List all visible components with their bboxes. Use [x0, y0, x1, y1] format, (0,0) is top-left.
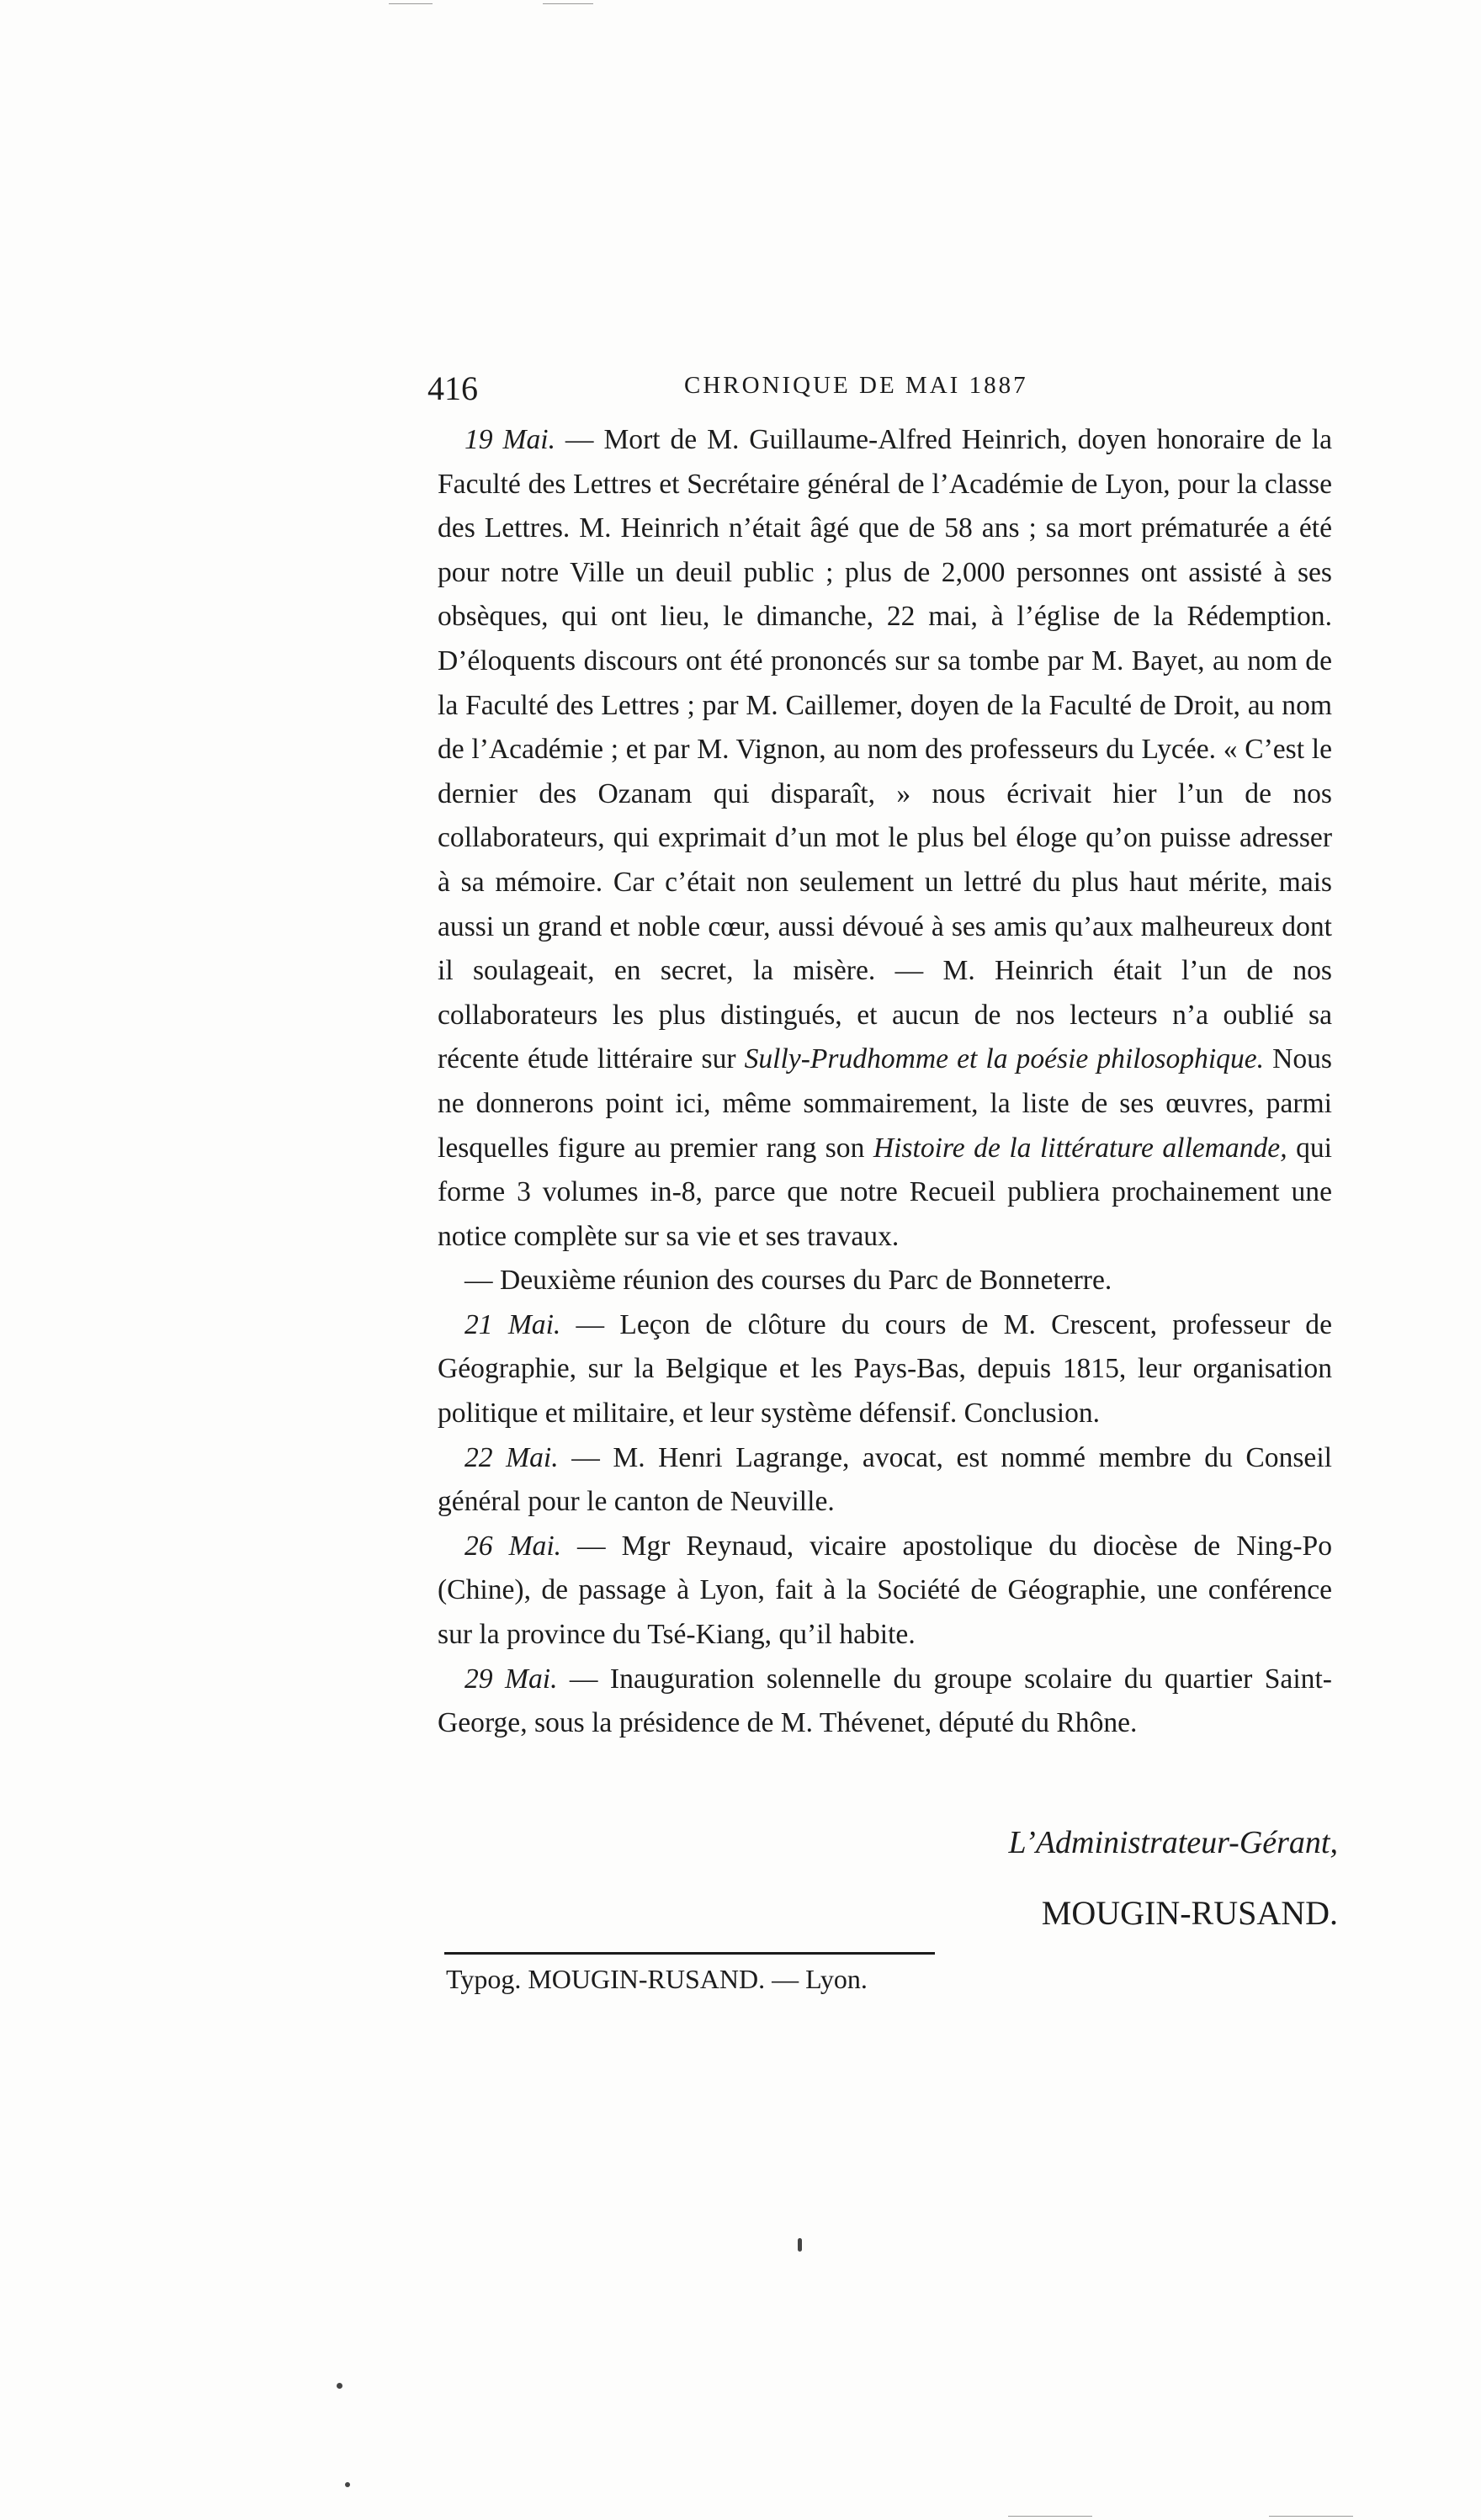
ink-speck	[345, 2482, 350, 2487]
entry-text: Mgr Reynaud, vicaire apostolique du diocèse de Ning-Po (Chine), de passage à Lyon, fait à la Société de Géographie, une conférence sur la province du Tsé-Kiang, qu’il habite.	[438, 1530, 1332, 1651]
work-title-sully-prudhomme: Sully-Prudhomme et la poésie philosophique.	[744, 1043, 1265, 1075]
ink-speck	[798, 2238, 802, 2252]
entry-courses-bonneterre	[438, 1259, 1332, 1303]
entry-separator: —	[557, 1663, 610, 1695]
scan-mark-top-left	[389, 3, 433, 4]
scan-mark-bottom-right-2	[1269, 2516, 1353, 2517]
entry-19-mai	[438, 418, 1332, 1259]
entry-text: Nous ne donnerons point ici, même sommairement, la liste de ses œuvres, parmi lesquelles figure au premier rang son	[438, 1043, 1332, 1164]
entry-22-mai	[438, 1436, 1332, 1525]
entry-date: 26 Mai.	[464, 1530, 562, 1562]
entry-text: M. Henri Lagrange, avocat, est nommé membre du Conseil général pour le canton de Neuville.	[438, 1441, 1332, 1518]
signature-name: MOUGIN-RUSAND.	[1041, 1894, 1338, 1932]
page-header	[427, 369, 1332, 416]
entry-text: qui forme 3 volumes in-8, parce que notre Recueil publiera prochainement une notice complète sur sa vie et ses travaux.	[438, 1132, 1332, 1252]
entry-separator: —	[464, 1265, 500, 1297]
entry-date: 29 Mai.	[464, 1663, 558, 1695]
entry-date: 21 Mai.	[464, 1308, 561, 1340]
entry-separator: —	[555, 424, 604, 455]
imprint-rule	[444, 1952, 935, 1955]
entry-text: Inauguration solennelle du groupe scolaire du quartier Saint-George, sous la présidence de M. Thévenet, député du Rhône.	[438, 1663, 1332, 1739]
scan-mark-bottom-right-1	[1008, 2516, 1092, 2517]
entry-26-mai	[438, 1525, 1332, 1658]
scan-mark-top-center	[543, 3, 593, 4]
entry-separator: —	[561, 1530, 622, 1562]
page-number: 416	[427, 369, 478, 407]
entry-text: Deuxième réunion des courses du Parc de Bonneterre.	[499, 1265, 1112, 1297]
entry-date: 19 Mai.	[464, 424, 555, 455]
entry-21-mai	[438, 1303, 1332, 1436]
signature-block	[1008, 1817, 1338, 1939]
entry-text: Mort de M. Guillaume-Alfred Heinrich, doyen honoraire de la Faculté des Lettres et Secrétaire général de l’Académie de Lyon, pour la classe des Lettres. M. Heinrich n’était âgé que de 58 ans ; sa mort prématurée a été pour notre Ville un deuil public ; plus de 2,000 personnes ont assisté à ses obsèques, qui ont lieu, le dimanche, 22 mai, à l’église de la Rédemption. D’éloquents discours ont été prononcés sur sa tombe par M. Bayet, au nom de la Faculté des Lettres ; par M. Caillemer, doyen de la Faculté de Droit, au nom de l’Académie ; et par M. Vignon, au nom des professeurs du Lycée. « C’est le dernier des Ozanam qui disparaît, » nous écrivait hier l’un de nos collaborateurs, qui exprimait d’un mot le plus bel éloge qu’on puisse adresser à sa mémoire. Car c’était non seulement un lettré du plus haut mérite, mais aussi un grand et noble cœur, aussi dévoué à ses amis qu’aux malheureux dont il soulageait, en secret, la misère. — M. Heinrich était l’un de nos collaborateurs les plus distingués, et aucun de nos lecteurs n’a oublié sa récente étude littéraire sur	[438, 424, 1332, 1075]
chronicle-body	[438, 418, 1332, 1746]
entry-separator: —	[560, 1308, 620, 1340]
entry-date: 22 Mai.	[464, 1441, 559, 1473]
work-title-histoire: Histoire de la littérature allemande,	[873, 1132, 1287, 1164]
printer-imprint: Typog. MOUGIN-RUSAND. — Lyon.	[446, 1964, 868, 1994]
ink-speck	[337, 2383, 342, 2389]
entry-separator: —	[558, 1441, 613, 1473]
running-title: CHRONIQUE DE MAI 1887	[684, 372, 1028, 399]
entry-text: Leçon de clôture du cours de M. Crescent, professeur de Géographie, sur la Belgique et les Pays-Bas, depuis 1815, leur organisation politique et militaire, et leur système défensif. Conclusion.	[438, 1308, 1332, 1430]
entry-29-mai	[438, 1658, 1332, 1746]
signature-role: L’Administrateur-Gérant,	[1008, 1825, 1338, 1860]
